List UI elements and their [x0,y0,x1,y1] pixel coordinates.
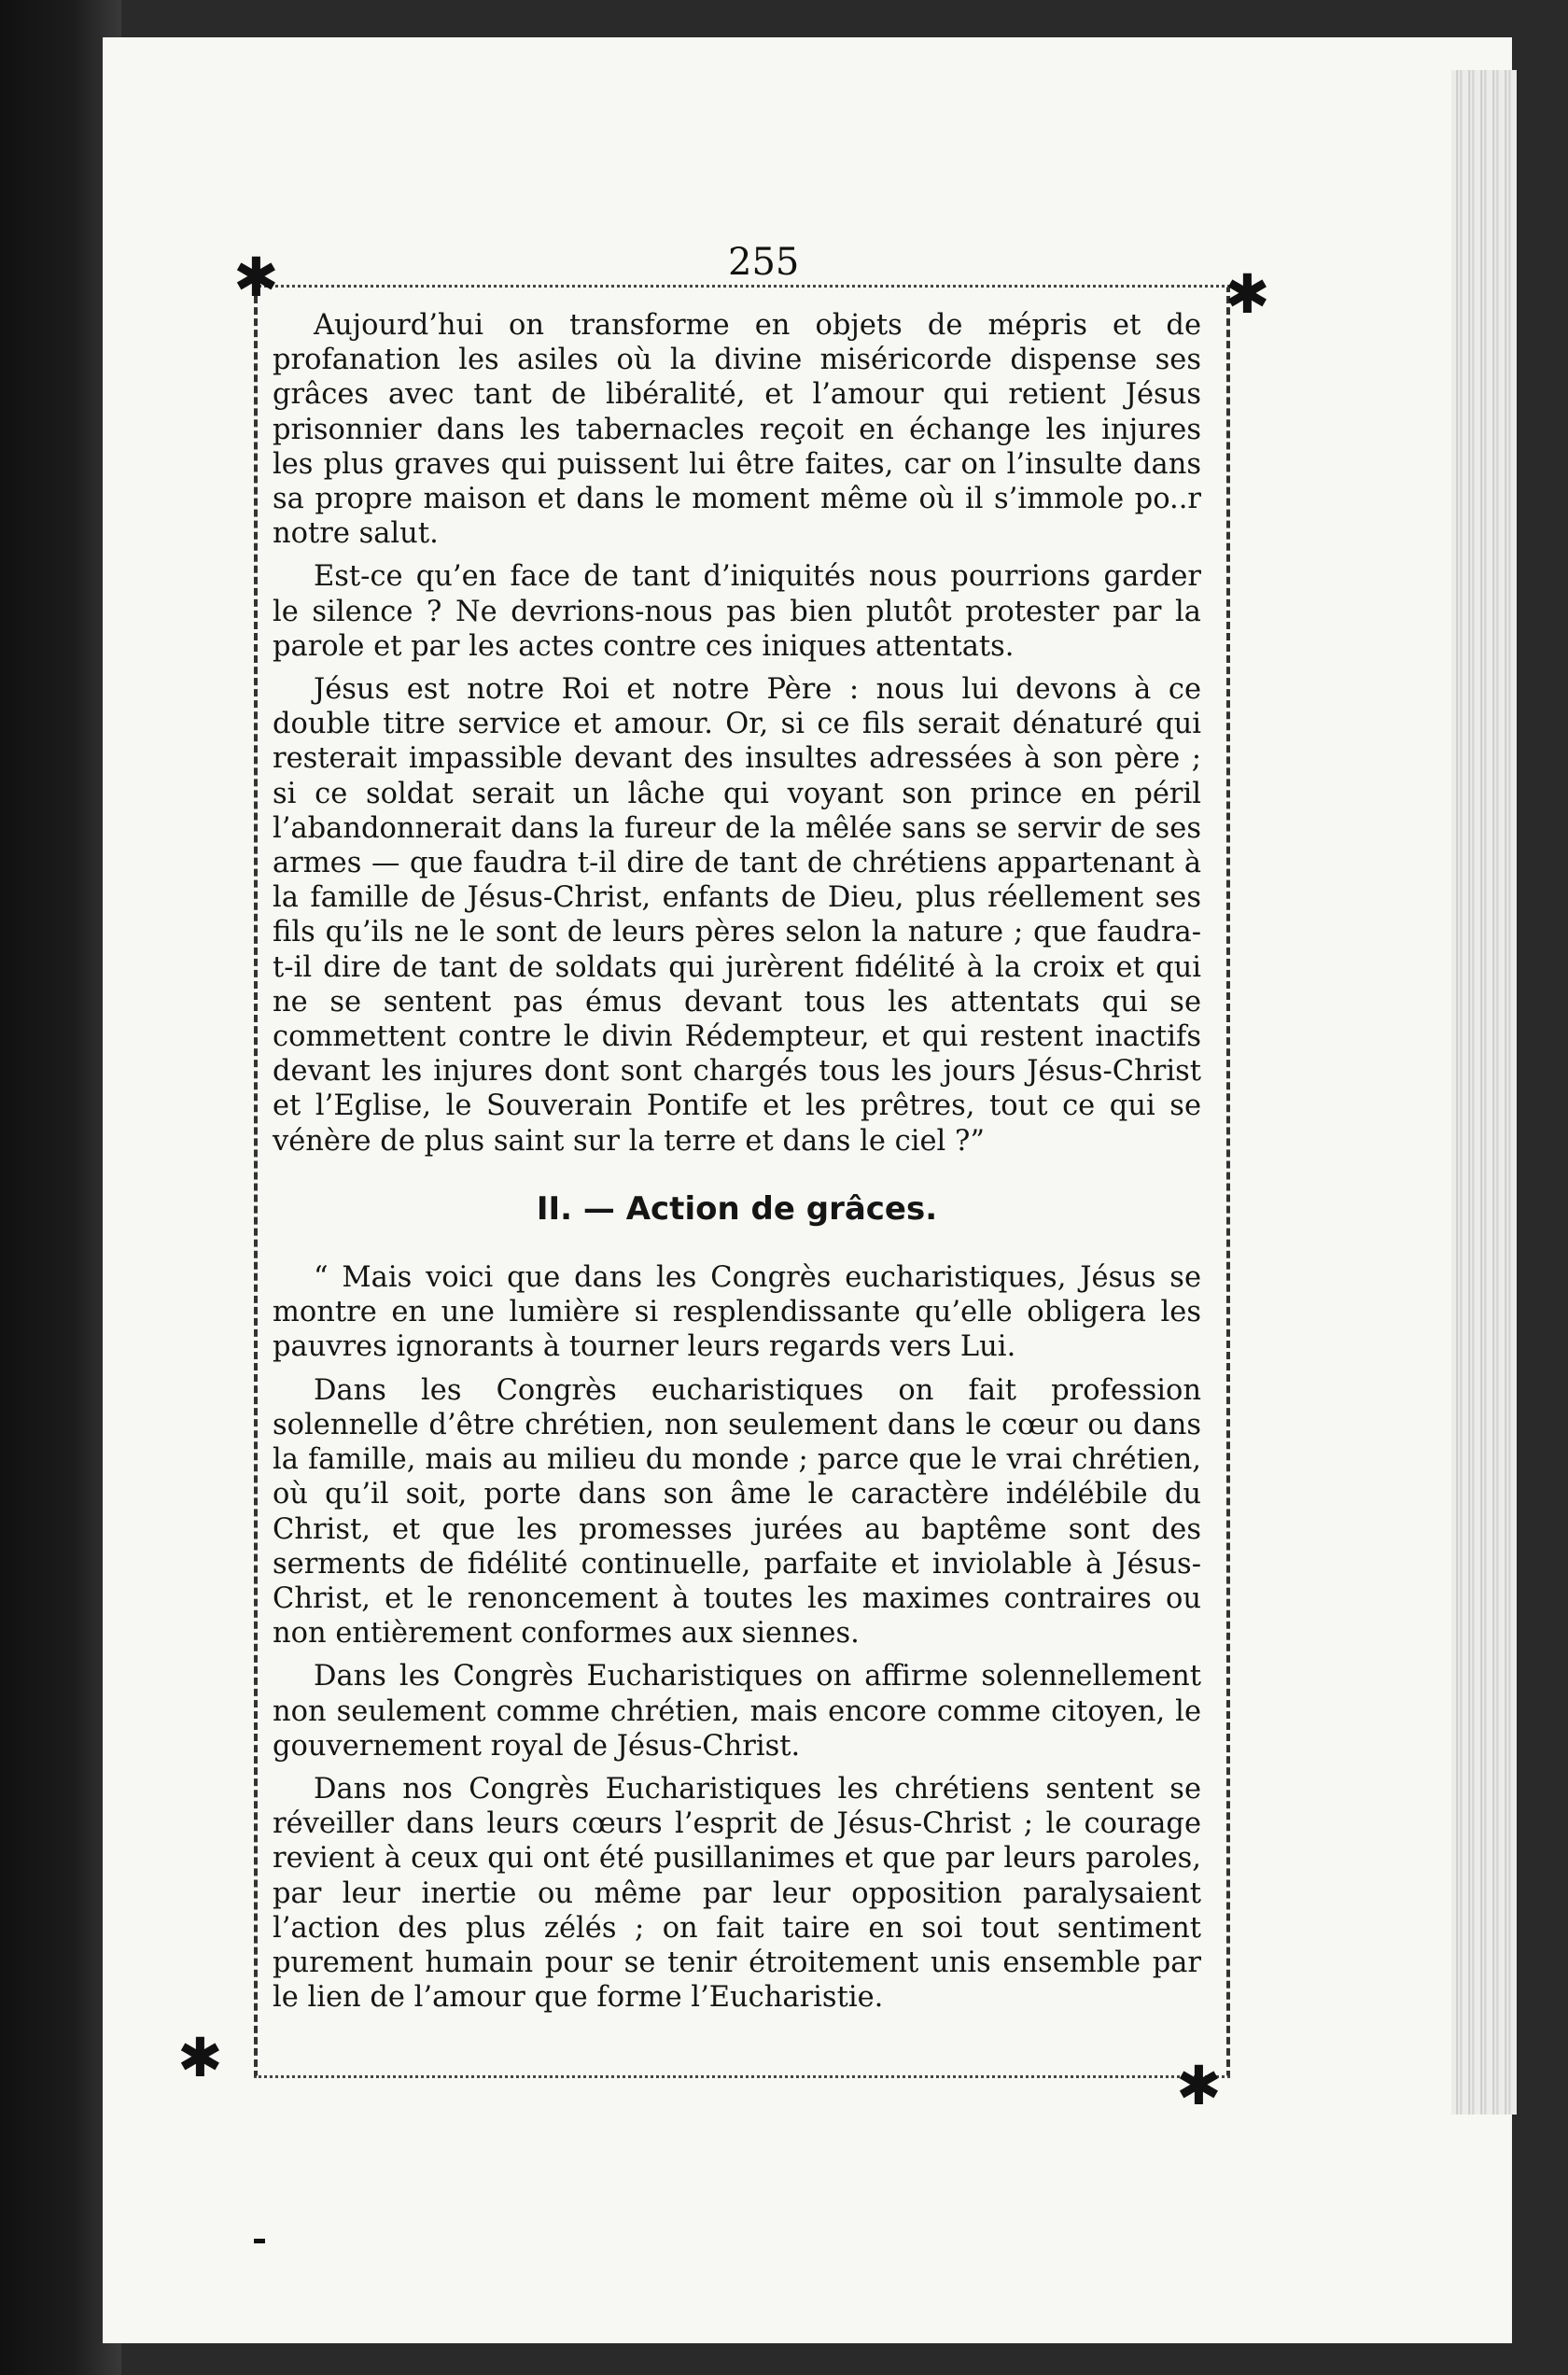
body-text [273,308,1201,2023]
page-number: 255 [728,241,800,284]
page-edges [1451,70,1517,2115]
paragraph: Dans les Congrès eucharistiques on fait profession solennelle d’être chrétien, non seulement dans le cœur ou dans la famille, mais au milieu du monde ; parce que le vrai chrétien, où qu’il soit, porte dans son âme le caractère indélébile du Christ, et que les promesses jurées au baptême sont des serments de fidélité continuelle, parfaite et inviolable à Jésus-Christ, et le renoncement à toutes les maximes contraires ou non entièrement conformes aux siennes. [273,1373,1201,1651]
paragraph: Est-ce qu’en face de tant d’iniquités nous pourrions garder le silence ? Ne devrions-nous pas bien plutôt protester par la parole et par les actes contre ces iniques attentats. [273,560,1201,663]
corner-star-top-right: ✱ [1225,262,1270,326]
corner-star-top-left: ✱ [233,246,279,309]
paragraph: Aujourd’hui on transforme en objets de mépris et de profanation les asiles où la divine miséricorde dispense ses grâces avec tant de libéralité, et l’amour qui retient Jésus prisonnier dans les tabernacles reçoit en échange les injures les plus graves qui puissent lui être faites, car on l’insulte dans sa propre maison et dans le moment même où il s’immole po..r notre salut. [273,309,1201,551]
ink-mark [254,2239,265,2243]
paragraph: Dans les Congrès Eucharistiques on affirme solennellement non seulement comme chrétien, mais encore comme citoyen, le gouvernement royal de Jésus-Christ. [273,1660,1201,1763]
paragraph: Dans nos Congrès Eucharistiques les chrétiens sentent se réveiller dans leurs cœurs l’esprit de Jésus-Christ ; le courage revient à ceux qui ont été pusillanimes et que par leurs paroles, par leur inertie ou même par leur opposition paralysaient l’action des plus zélés ; on fait taire en soi tout sentiment purement humain pour se tenir étroitement unis ensemble par le lien de l’amour que forme l’Eucharistie. [273,1772,1201,2015]
corner-star-bottom-right: ✱ [1176,2054,1222,2117]
corner-star-bottom-left: ✱ [177,2026,223,2089]
paragraph: “ Mais voici que dans les Congrès eucharistiques, Jésus se montre en une lumière si resplendissante qu’elle obligera les pauvres ignorants à tourner leurs regards vers Lui. [273,1261,1201,1364]
paragraph: Jésus est notre Roi et notre Père : nous lui devons à ce double titre service et amour. Or, si ce fils serait dénaturé qui resterait impassible devant des insultes adressées à son père ; si ce soldat serait un lâche qui voyant son prince en péril l’abandonnerait dans la fureur de la mêlée sans se servir de ses armes — que faudra t-il dire de tant de chrétiens appartenant à la famille de Jésus-Christ, enfants de Dieu, plus réellement ses fils qu’ils ne le sont de leurs pères selon la nature ; que faudra-t-il dire de tant de soldats qui jurèrent fidélité à la croix et qui ne se sentent pas émus devant tous les attentats qui se commettent contre le divin Rédempteur, et qui restent inactifs devant les injures dont sont chargés tous les jours Jésus-Christ et l’Eglise, le Souverain Pontife et les prêtres, tout ce qui se vénère de plus saint sur la terre et dans le ciel ?” [273,673,1201,1158]
section-heading: II. — Action de grâces. [536,1189,938,1228]
